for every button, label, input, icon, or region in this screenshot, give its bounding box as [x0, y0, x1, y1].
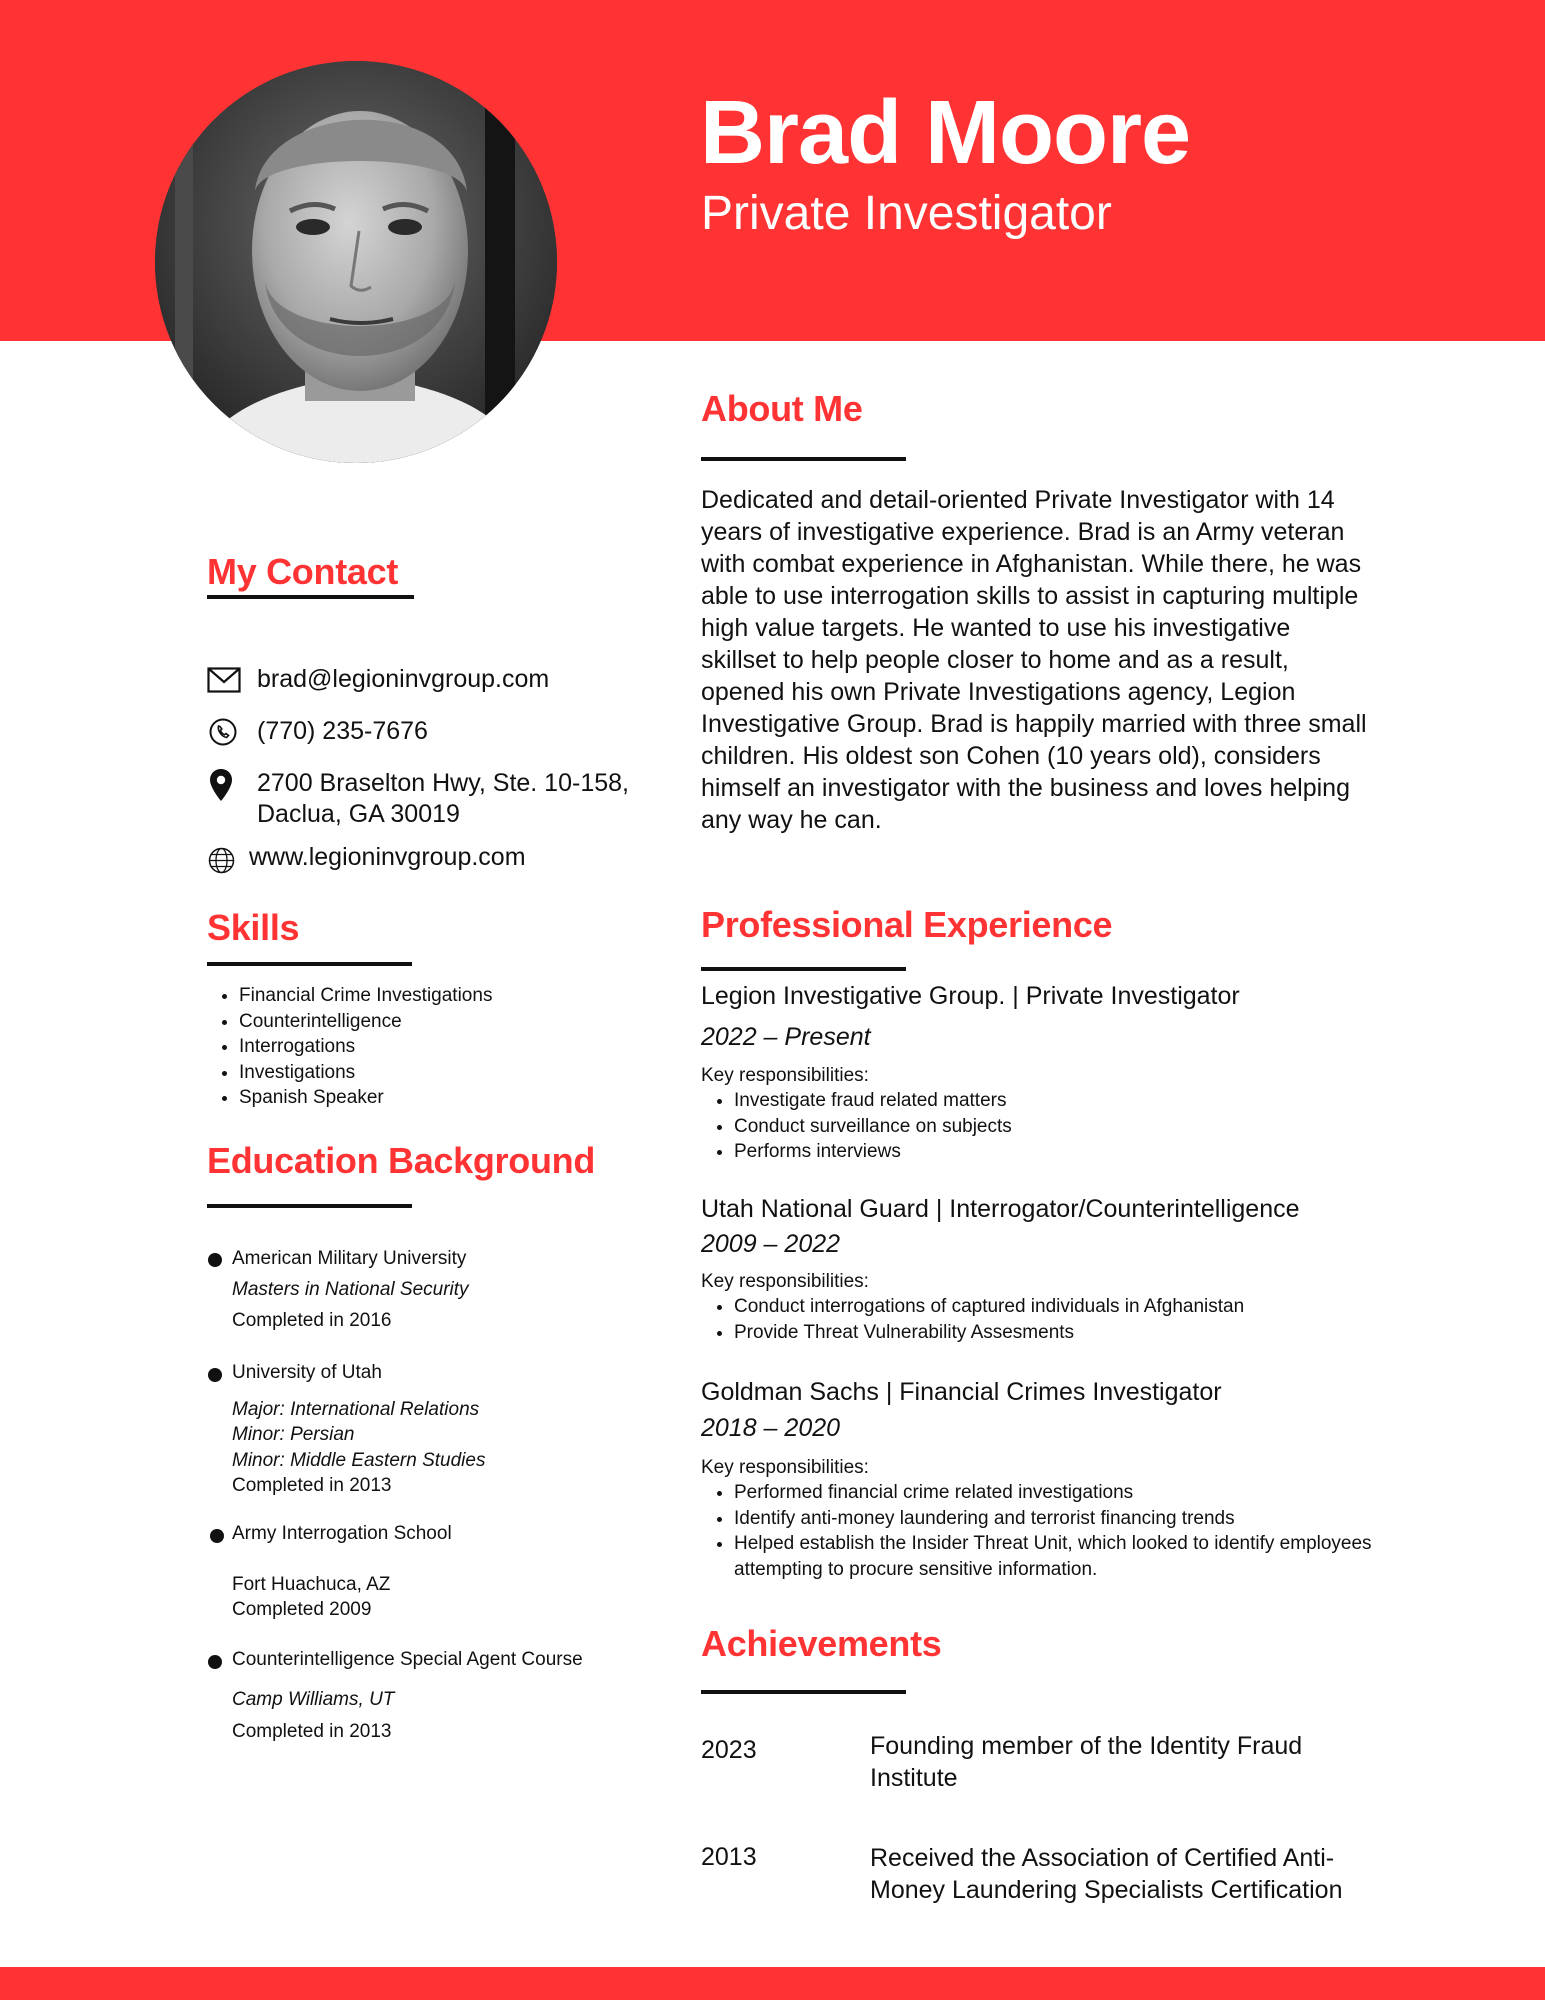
contact-email[interactable]: brad@legioninvgroup.com: [257, 665, 550, 693]
job-title: Legion Investigative Group. | Private Investigator: [701, 982, 1240, 1010]
education-heading: Education Background: [207, 1140, 596, 1181]
skill-item: • Counterintelligence: [239, 1009, 492, 1035]
responsibilities-label: Key responsibilities:: [701, 1271, 869, 1292]
about-heading-rule: [701, 457, 906, 461]
job-dates: 2009 – 2022: [701, 1230, 841, 1258]
achievement-text: Received the Association of Certified Anti-Money Laundering Specialists Certification: [870, 1844, 1343, 1904]
education-degree: Major: International Relations: [232, 1399, 480, 1420]
skills-heading: Skills: [207, 907, 300, 948]
education-bullet: [208, 1655, 222, 1669]
contact-heading-rule: [207, 595, 414, 599]
responsibility-item: • Performs interviews: [734, 1139, 1374, 1165]
achievement-text: Founding member of the Identity Fraud Institute: [870, 1732, 1303, 1792]
resume-title: Private Investigator: [701, 187, 1112, 240]
contact-phone[interactable]: (770) 235-7676: [257, 717, 428, 745]
responsibilities-label: Key responsibilities:: [701, 1457, 869, 1478]
skill-item: • Interrogations: [239, 1034, 492, 1060]
achievement-year: 2013: [701, 1843, 757, 1871]
education-bullet: [210, 1529, 224, 1543]
achievements-heading: Achievements: [701, 1623, 942, 1664]
education-school: Counterintelligence Special Agent Course: [232, 1649, 583, 1670]
education-bullet: [208, 1368, 222, 1382]
responsibility-item: • Identify anti-money laundering and terrorist financing trends: [734, 1506, 1374, 1532]
profile-photo: [155, 61, 557, 463]
mail-icon: [207, 667, 241, 698]
education-bullet: [208, 1253, 222, 1267]
education-degree: Masters in National Security: [232, 1279, 469, 1300]
education-degree: Minor: Middle Eastern Studies: [232, 1450, 486, 1471]
achievements-heading-rule: [701, 1690, 906, 1694]
responsibilities-label: Key responsibilities:: [701, 1065, 869, 1086]
contact-heading: My Contact: [207, 551, 399, 592]
skill-item: • Spanish Speaker: [239, 1085, 492, 1111]
education-school: University of Utah: [232, 1362, 382, 1383]
education-completed: Completed 2009: [232, 1599, 372, 1620]
responsibility-item: • Performed financial crime related investigations: [734, 1480, 1374, 1506]
contact-address-line1: 2700 Braselton Hwy, Ste. 10-158,: [257, 769, 629, 797]
experience-heading: Professional Experience: [701, 904, 1113, 945]
responsibility-item: • Conduct surveillance on subjects: [734, 1114, 1374, 1140]
education-location: Camp Williams, UT: [232, 1689, 395, 1710]
responsibilities-list: [708, 1294, 1374, 1345]
job-title: Goldman Sachs | Financial Crimes Investigator: [701, 1378, 1222, 1406]
location-pin-icon: [209, 768, 233, 807]
responsibilities-list: [708, 1088, 1374, 1165]
education-degree: Minor: Persian: [232, 1424, 355, 1445]
skill-item: • Investigations: [239, 1060, 492, 1086]
job-title: Utah National Guard | Interrogator/Counterintelligence: [701, 1195, 1300, 1223]
education-heading-rule: [207, 1204, 412, 1208]
achievement-year: 2023: [701, 1736, 757, 1764]
job-dates: 2018 – 2020: [701, 1414, 841, 1442]
responsibility-item: • Conduct interrogations of captured individuals in Afghanistan: [734, 1294, 1374, 1320]
about-text: Dedicated and detail-oriented Private Investigator with 14 years of investigative experience. Brad is an Army veteran with combat experience in Afghanistan. While there, he was able to use interrogation skills to assist in capturing multiple high value targets. He wanted to use his investigative skillset to help people closer to home and as a result, opened his own Private Investigations agency, Legion Investigative Group. Brad is happily married with three small children. His oldest son Cohen (10 years old), considers himself an investigator with the business and loves helping any way he can.: [701, 486, 1367, 834]
responsibilities-list: [708, 1480, 1374, 1582]
skill-item: • Financial Crime Investigations: [239, 983, 492, 1009]
resume-name: Brad Moore: [700, 83, 1191, 183]
experience-heading-rule: [701, 967, 906, 971]
contact-address-line2: Daclua, GA 30019: [257, 800, 460, 828]
job-dates: 2022 – Present: [701, 1023, 871, 1051]
globe-icon: [208, 847, 235, 879]
skills-heading-rule: [207, 962, 412, 966]
skills-list: [213, 983, 492, 1111]
education-school: American Military University: [232, 1248, 467, 1269]
education-location: Fort Huachuca, AZ: [232, 1574, 391, 1595]
responsibility-item: • Helped establish the Insider Threat Unit, which looked to identify employees attempting to procure sensitive information.: [734, 1531, 1374, 1582]
education-completed: Completed in 2016: [232, 1310, 392, 1331]
education-completed: Completed in 2013: [232, 1721, 392, 1742]
responsibility-item: • Investigate fraud related matters: [734, 1088, 1374, 1114]
contact-website[interactable]: www.legioninvgroup.com: [249, 843, 526, 871]
footer-band: [0, 1967, 1545, 2000]
responsibility-item: • Provide Threat Vulnerability Assesments: [734, 1320, 1374, 1346]
phone-icon: [209, 718, 237, 751]
education-completed: Completed in 2013: [232, 1475, 392, 1496]
education-school: Army Interrogation School: [232, 1523, 452, 1544]
about-heading: About Me: [701, 388, 863, 429]
